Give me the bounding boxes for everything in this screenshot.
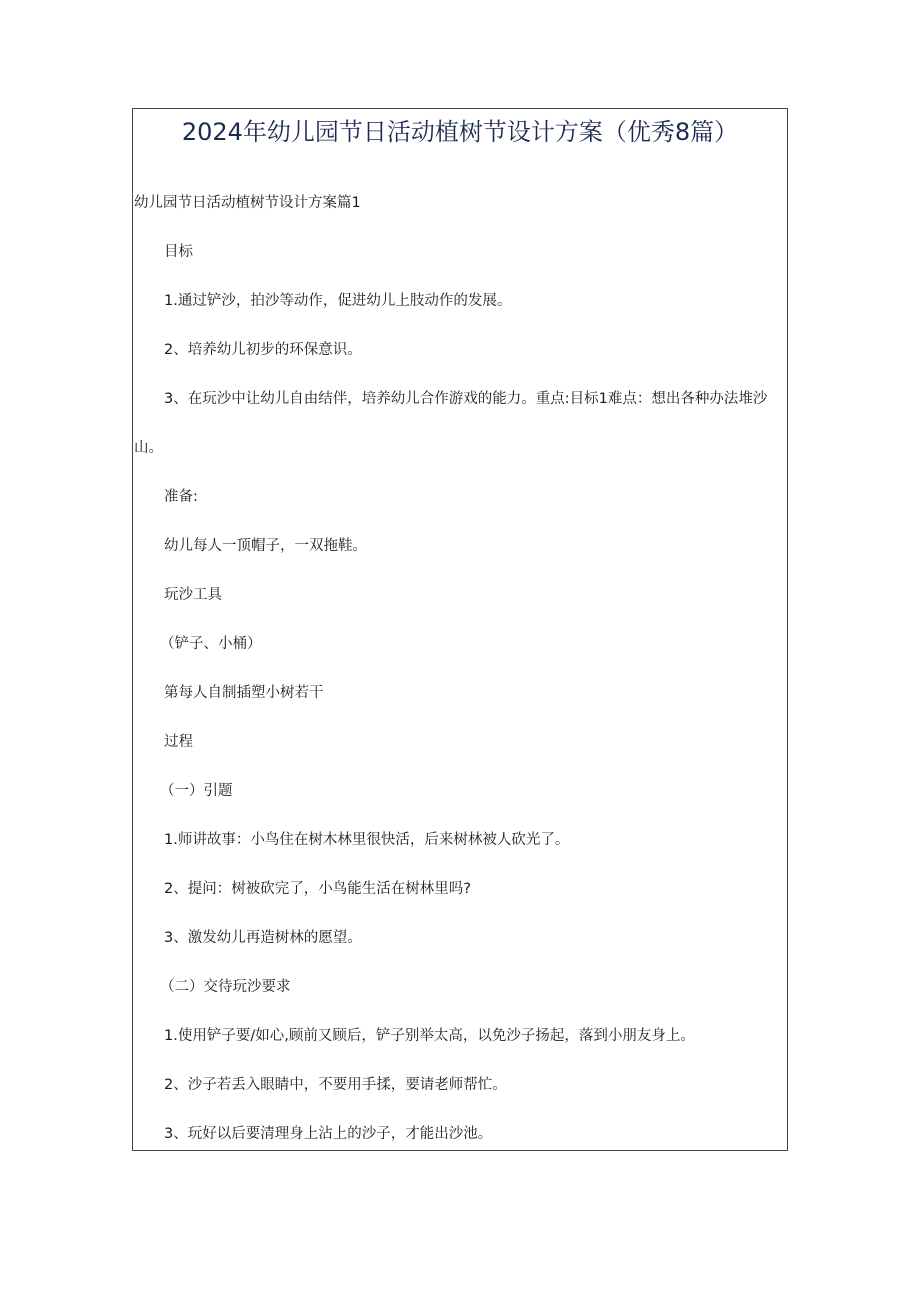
paragraph-process-heading: 过程 [164, 734, 193, 750]
paragraph-prep-2: 玩沙工具 [164, 587, 222, 603]
paragraph-prep-1: 幼儿每人一顶帽子，一双拖鞋。 [164, 538, 367, 554]
paragraph-step-1-heading: （一）引题 [160, 783, 233, 799]
paragraph-step-1-b: 2、提问：树被砍完了，小鸟能生活在树林里吗? [164, 881, 471, 897]
paragraph-goal-3-cont: 山。 [134, 440, 163, 456]
section-heading: 幼儿园节日活动植树节设计方案篇1 [134, 195, 361, 211]
document-title: 2024年幼儿园节日活动植树节设计方案（优秀8篇） [181, 118, 739, 146]
paragraph-goal-1: 1.通过铲沙，拍沙等动作，促进幼儿上肢动作的发展。 [164, 293, 512, 309]
paragraph-step-1-a: 1.师讲故事：小鸟住在树木林里很快活，后来树林被人砍光了。 [164, 832, 570, 848]
paragraph-step-2-heading: （二）交待玩沙要求 [160, 979, 291, 995]
paragraph-step-1-c: 3、激发幼儿再造树林的愿望。 [164, 930, 362, 946]
paragraph-step-2-a: 1.使用铲子要/如心,顾前又顾后，铲子别举太高，以免沙子扬起，落到小朋友身上。 [164, 1028, 695, 1044]
paragraph-step-2-c: 3、玩好以后要清理身上沾上的沙子，才能出沙池。 [164, 1126, 493, 1142]
paragraph-prep-4: 第每人自制插塑小树若干 [164, 685, 324, 701]
paragraph-step-2-b: 2、沙子若丢入眼睛中，不要用手揉，要请老师帮忙。 [164, 1077, 507, 1093]
paragraph-goal-3: 3、在玩沙中让幼儿自由结伴，培养幼儿合作游戏的能力。重点:目标1难点：想出各种办法堆沙 [164, 391, 768, 407]
paragraph-goal-2: 2、培养幼儿初步的环保意识。 [164, 342, 362, 358]
paragraph-prep-heading: 准备: [164, 489, 198, 505]
paragraph-prep-3: （铲子、小桶） [160, 636, 262, 652]
paragraph-goal-heading: 目标 [164, 244, 193, 260]
